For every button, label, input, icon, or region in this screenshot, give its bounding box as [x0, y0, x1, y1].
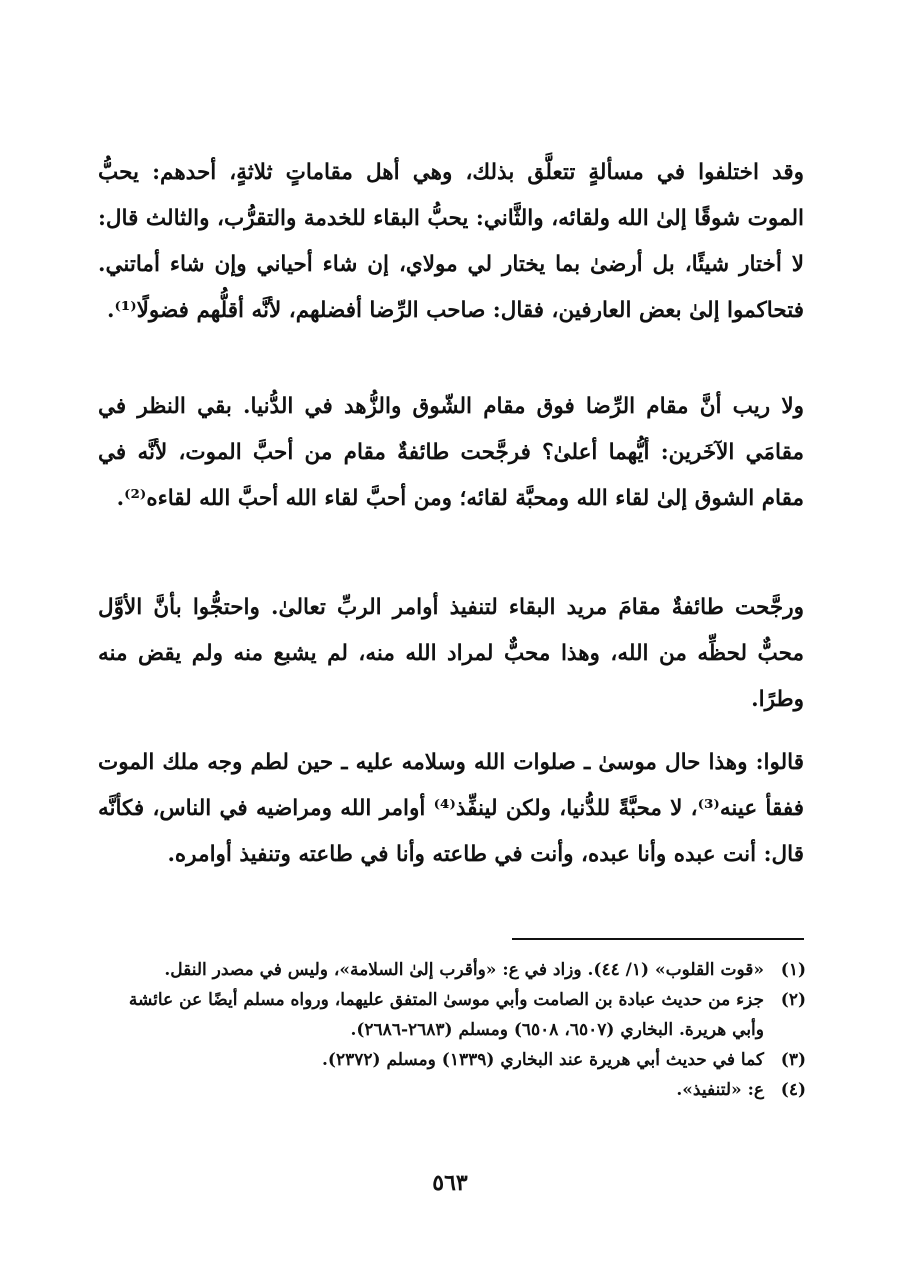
footnote-text: «قوت القلوب» (١/ ٤٤). وزاد في ع: «وأقرب إلىٰ السلامة»، وليس في مصدر النقل.	[164, 960, 764, 980]
footnote-number: (٤)	[780, 1080, 806, 1100]
footnote-text: ع: «لتنفيذ».	[676, 1080, 764, 1100]
footnote-number: (٣)	[780, 1050, 806, 1070]
paragraph-2: ولا ريب أنَّ مقام الرِّضا فوق مقام الشّوق والزُّهد في الدُّنيا. بقي النظر في مقامَي الآخَرين: أيُّهما أعلىٰ؟ فرجَّحت طائفةٌ مقام من أحبَّ الموت، لأنَّه في مقام الشوق إلىٰ لقاء الله ومحبَّة لقائه؛ ومن أحبَّ لقاء الله أحبَّ الله لقاءه⁽²⁾.	[98, 394, 804, 511]
footnote-text: كما في حديث أبي هريرة عند البخاري (١٣٣٩) ومسلم (٢٣٧٢).	[321, 1050, 764, 1070]
footnote-item	[98, 985, 806, 1045]
footnote-item	[98, 1045, 806, 1075]
footnote-divider	[512, 938, 804, 940]
footnote-number: (٢)	[780, 990, 806, 1010]
footnote-number: (١)	[780, 960, 806, 980]
paragraph-4: قالوا: وهذا حال موسىٰ ـ صلوات الله وسلامه عليه ـ حين لطم وجه ملك الموت ففقأ عينه⁽³⁾، لا محبَّةً للدُّنيا، ولكن لينفِّذ⁽⁴⁾ أوامر الله ومراضيه في الناس، فكأنَّه قال: أنت عبده وأنا عبده، وأنت في طاعته وأنا في طاعته وتنفيذ أوامره.	[98, 750, 805, 867]
page-number: ٥٦٣	[432, 1170, 468, 1196]
footnote-item	[98, 955, 806, 985]
footnote-text: جزء من حديث عبادة بن الصامت وأبي موسىٰ المتفق عليهما، ورواه مسلم أيضًا عن عائشة وأبي هريرة. البخاري (٦٥٠٧، ٦٥٠٨) ومسلم (٢٦٨٣-٢٦٨٦).	[128, 990, 764, 1040]
paragraph-1: وقد اختلفوا في مسألةٍ تتعلَّق بذلك، وهي أهل مقاماتٍ ثلاثةٍ، أحدهم: يحبُّ الموت شوقًا إلىٰ الله ولقائه، والثَّاني: يحبُّ البقاء للخدمة والتقرُّب، والثالث قال: لا أختار شيئًا، بل أرضىٰ بما يختار لي مولاي، إن شاء أحياني وإن شاء أماتني. فتحاكموا إلىٰ بعض العارفين، فقال: صاحب الرِّضا أفضلهم، لأنَّه أقلُّهم فضولًا⁽¹⁾.	[98, 160, 804, 323]
paragraph-3: ورجَّحت طائفةٌ مقامَ مريد البقاء لتنفيذ أوامر الربِّ تعالىٰ. واحتجُّوا بأنَّ الأوَّل محبٌّ لحظِّه من الله، وهذا محبٌّ لمراد الله منه، لم يشبع منه ولم يقض منه وطرًا.	[98, 595, 804, 712]
footnote-item	[98, 1075, 806, 1105]
footnotes	[98, 955, 806, 1105]
